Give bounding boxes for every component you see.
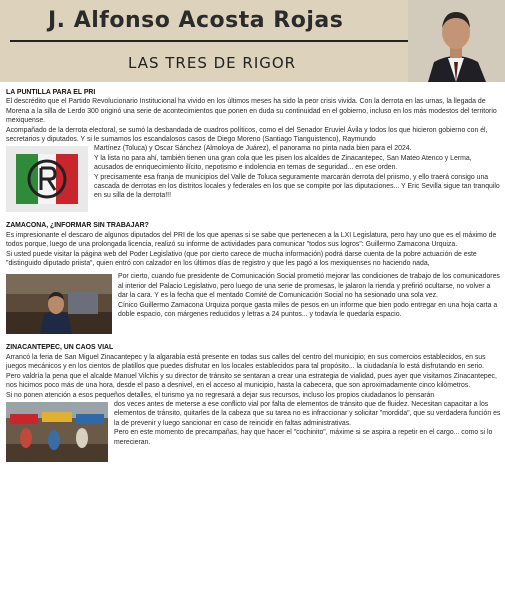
paragraph: El descrédito que el Partido Revolucionario Institucional ha vivido en los últimos meses ha sido la peor crisis vivida. Con la derrota en las urnas, la llegada de Morena a la silla de Lerdo 300 originó una serie de acontecimientos que ponen en duda su continuidad en el gobierno, incluso en los más modestos del territorio mexiquense. [6,98,497,125]
paragraph: Y precisamente esa franja de municipios del Valle de Toluca seguramente marcarán derrota del priismo, y ello traerá consigo una cascada de derrotas en los distritos locales y federales en los que se compite por las diputaciones... Y Eric Sevilla sigue tan tranquilo en su silla de la derrota!!! [94,173,500,200]
paragraph: Acompañado de la derrota electoral, se sumó la desbandada de cuadros políticos, como el del Senador Eruviel Ávila y todos los que hicieron gobierno con él, secretarios y diputados. Y si le sumamos los escandalosos casos de Diego Moreno (Santiago Tianguistenco), Raymundo [6,126,488,144]
author-photo [408,0,505,82]
paragraph: Martínez (Toluca) y Oscar Sánchez (Almoloya de Juárez), el panorama no pinta nada bien para el 2024. [94,145,412,153]
paragraph: dos veces antes de meterse a ese conflicto vial por falta de elementos de tránsito que de fluidez. Necesitan capacitar a los elementos de tránsito, quitarles de la cabeza que su tarea no es infraccionar y solicitar "mordida", que su verdadera función es la de prevenir y luego sancionar en caso de reincidir en faltas administrativas. [114,400,501,427]
column-header [0,0,505,82]
paragraph: Es impresionante el descaro de algunos diputados del PRI de los que apenas si se sabe que pertenecen a la LXI Legislatura, pero hay uno que es el máximo de todos porque, luego de una prolongada licencia, realizó su informe de actividades para comunicar "todos sus logros": Guillermo Zamacona Urquiza. [6,231,497,249]
header-rule [10,40,416,42]
legislator-photo [6,274,112,334]
fair-photo [6,402,108,462]
column-body [6,88,501,464]
paragraph: Pero en este momento de precampañas, hay que hacer el "cochinito", máxime si se aspira a repetir en el cargo... como si lo merecieran. [114,429,493,446]
section-heading: ZINACANTEPEC, UN CAOS VIAL [6,344,114,352]
paragraph: Si usted puede visitar la página web del Poder Legislativo (que por cierto carece de mucha información) podrá darse cuenta de la pobre actuación de este "distinguido diputado priista", quien entró con calzador en los últimos días de registro y que les pagó a los mexiquenses no haciendo nada, [6,250,477,268]
paragraph: Y la lista no para ahí, también tienen una gran cola que les pisen los alcaldes de Zinacantepec, San Mateo Atenco y Lerma, acusados de enriquecimiento ilícito, nepotismo e indolencia en temas de seguridad... en ese orden. [94,154,472,172]
paragraph: Si no ponen atención a esos pequeños detalles, el turismo ya no regresará a dejar sus recursos, incluso los propios ciudadanos lo pensarán [6,391,435,399]
section-heading: ZAMACONA, ¿INFORMAR SIN TRABAJAR? [6,222,149,230]
section-heading: LA PUNTILLA PARA EL PRI [6,89,96,96]
column-title: LAS TRES DE RIGOR [128,54,297,72]
paragraph: Pero valdría la pena que el alcalde Manuel Vilchis y su director de tránsito se sentaran a crear una estrategia de vialidad, pues ayer que visitamos Zinacantepec, nos hicimos poco más de una hora, desde el paso a desnivel, en el acceso al municipio, hasta la cabecera, que son aproximadamente cinco kilómetros. [6,372,497,390]
columnist-name: J. Alfonso Acosta Rojas [48,8,344,33]
paragraph: Arrancó la feria de San Miguel Zinacantepec y la algarabía está presente en todas sus calles del centro del municipio; en sus comercios establecidos, en sus juegos mecánicos y en los cientos de platillos que puedes disfrutar en los locales establecidos para tal propósito... la ciudadanía lo está disfrutando en serio. [6,353,486,371]
paragraph: Cínico Guillermo Zamacona Urquiza porque gasta miles de pesos en un informe que bien podo entregar en una hoja carta a doble espacio, con márgenes reducidos y letras a 24 puntos... y todavía le quedaría espacio. [118,301,498,319]
pri-logo-image [6,146,88,212]
paragraph: Por cierto, cuando fue presidente de Comunicación Social prometió mejorar las condiciones de trabajo de los comunicadores al interior del Palacio Legislativo, pero luego de una serie de promesas, le jalaron la rienda y prefirió ocultarse, no volver a dar la cara. Y es la fecha que el mentado Comité de Comunicación Social no ha sesionado una sola vez. [118,273,500,300]
